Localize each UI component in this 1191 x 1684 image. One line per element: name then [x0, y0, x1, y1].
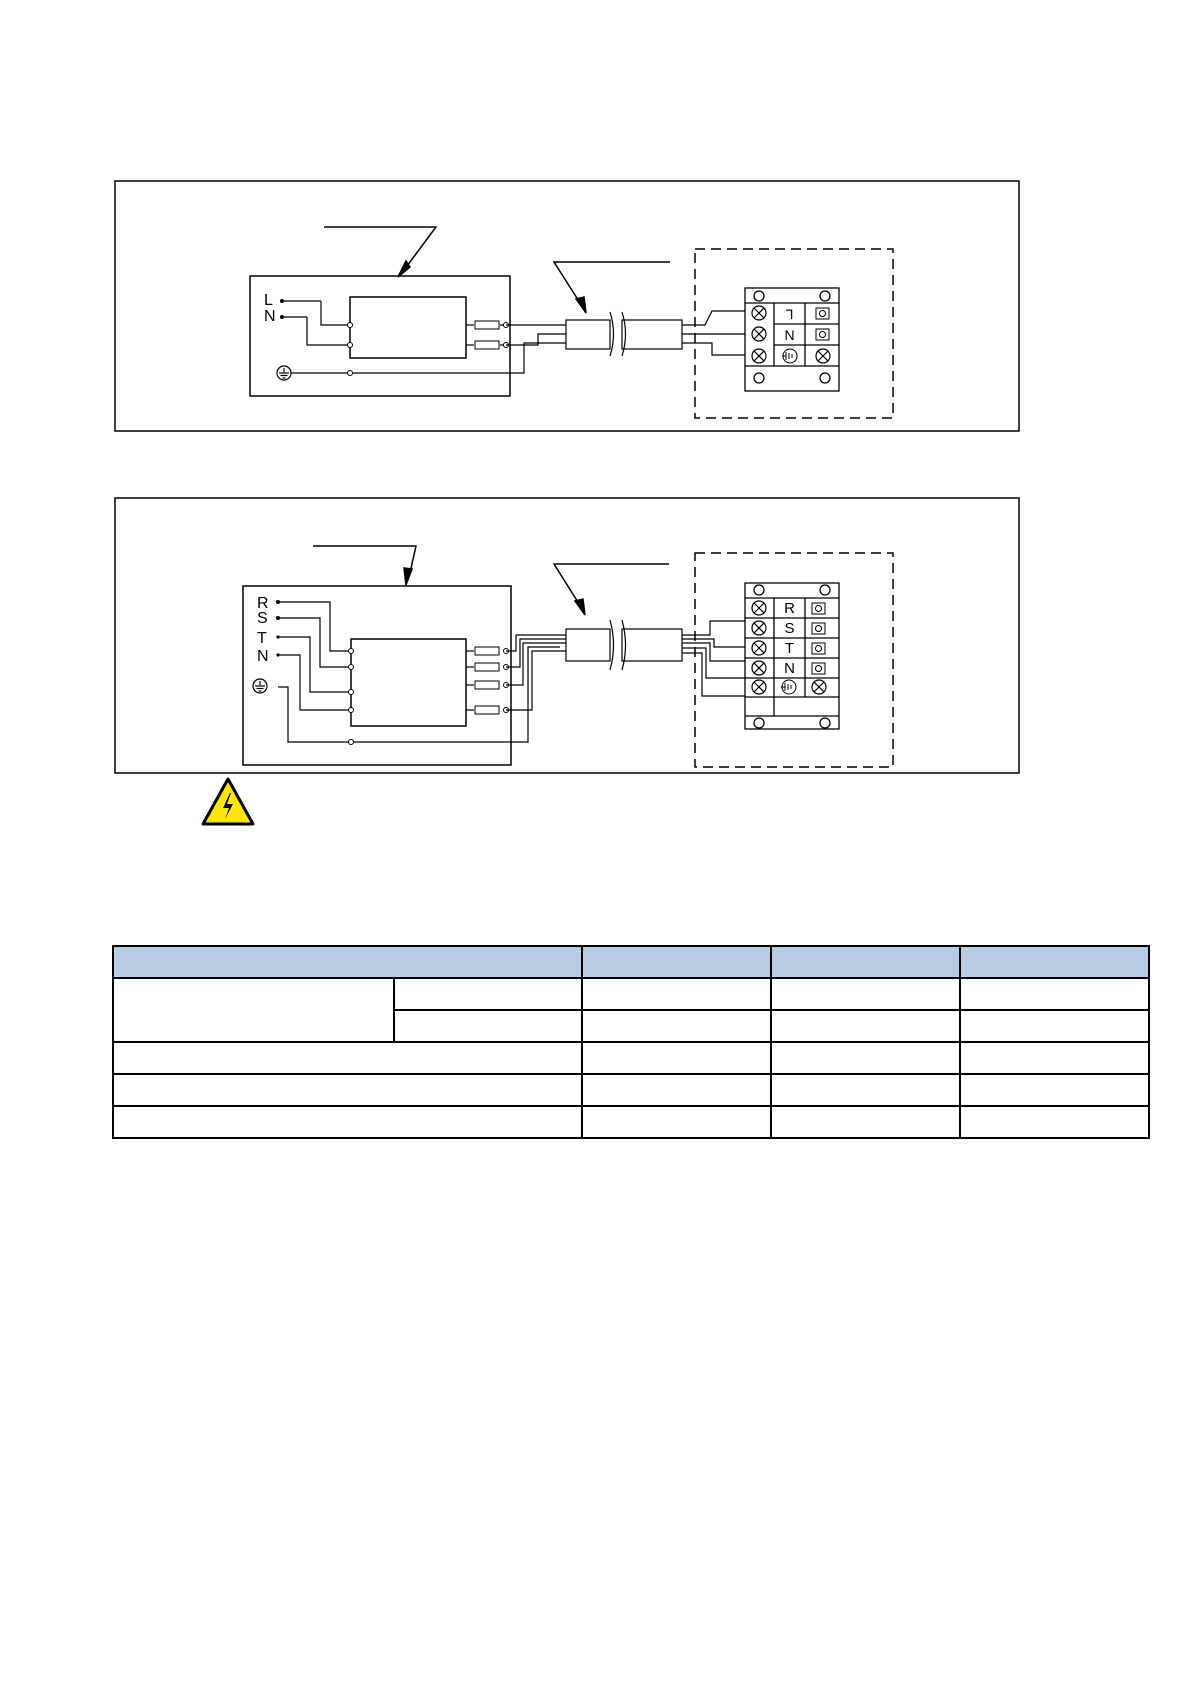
- table-cell: [771, 1106, 960, 1138]
- table-cell: [394, 978, 582, 1010]
- table-cell: [960, 1074, 1149, 1106]
- table-cell: [113, 1106, 582, 1138]
- fuses: [475, 321, 499, 349]
- line-label-n: N: [257, 648, 269, 665]
- terminal-label-n: N: [784, 660, 795, 677]
- table-cell: [960, 1010, 1149, 1042]
- table-cell: [960, 978, 1149, 1010]
- table-row: [113, 978, 1149, 1010]
- power-cable: [506, 620, 745, 710]
- ground-icon: [277, 366, 291, 380]
- line-label-s: S: [257, 610, 268, 627]
- table-cell: [771, 1010, 960, 1042]
- table-cell: [582, 1074, 771, 1106]
- table-cell: [771, 978, 960, 1010]
- terminal-label-r: R: [784, 600, 795, 617]
- table-cell: [113, 1074, 582, 1106]
- table-row: [113, 1042, 1149, 1074]
- wiring-diagram-three-phase: [114, 497, 1020, 774]
- table-cell: [582, 1042, 771, 1074]
- table-cell: [960, 1042, 1149, 1074]
- terminal-label-s: S: [784, 620, 795, 637]
- terminal-label-n: N: [784, 327, 795, 344]
- spec-table: [112, 945, 1150, 1139]
- terminal-label-l: L: [785, 306, 794, 323]
- table-header-cell: [582, 946, 771, 978]
- table-cell: [582, 978, 771, 1010]
- fuses: [475, 647, 499, 714]
- terminal-label-t: T: [784, 640, 795, 657]
- wiring-diagram-single-phase: [114, 180, 1020, 432]
- ground-icon: [253, 679, 267, 693]
- table-row: [113, 1074, 1149, 1106]
- table-header-cell: [960, 946, 1149, 978]
- input-dots: [276, 600, 280, 657]
- table-header-cell: [771, 946, 960, 978]
- table-cell: [771, 1074, 960, 1106]
- line-label-r: R: [257, 595, 269, 612]
- table-cell: [394, 1010, 582, 1042]
- line-label-n: N: [264, 308, 276, 325]
- table-header-row: [113, 946, 1149, 978]
- line-label-l: L: [264, 292, 273, 309]
- table-cell: [113, 1042, 582, 1074]
- table-cell: [582, 1106, 771, 1138]
- cable-leader-arrow: [554, 262, 670, 313]
- power-unit-leader-arrow: [313, 546, 416, 585]
- table-row: [113, 1106, 1149, 1138]
- line-label-t: T: [257, 630, 267, 647]
- table-cell: [582, 1010, 771, 1042]
- breaker-box: [351, 639, 466, 726]
- table-header-cell: [113, 946, 582, 978]
- breaker-box: [350, 297, 466, 358]
- power-cable: [506, 311, 745, 373]
- internal-wiring: [282, 301, 510, 373]
- high-voltage-warning-icon: [200, 776, 256, 828]
- internal-wiring: [278, 602, 560, 742]
- cable-leader-arrow: [554, 564, 669, 615]
- input-dots: [280, 299, 284, 319]
- power-unit-leader-arrow: [324, 227, 436, 277]
- power-unit-box: [243, 586, 511, 765]
- table-cell: [960, 1106, 1149, 1138]
- table-cell: [113, 978, 394, 1042]
- table-cell: [771, 1042, 960, 1074]
